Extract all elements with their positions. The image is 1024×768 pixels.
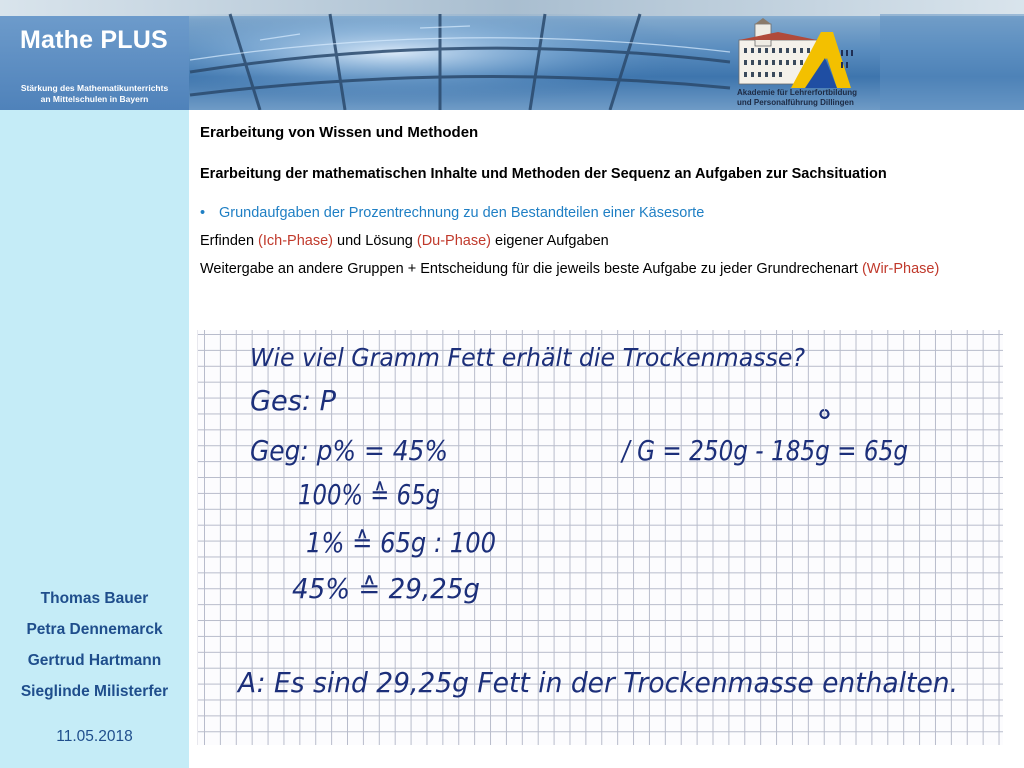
sidebar bbox=[0, 110, 189, 768]
worksheet-step-2: 1% ≙ 65g : 100 bbox=[306, 526, 496, 559]
worksheet-step-3: 45% ≙ 29,25g bbox=[292, 572, 480, 605]
author-list bbox=[0, 588, 189, 712]
slide-heading: Erarbeitung von Wissen und Methoden bbox=[200, 124, 479, 141]
slide-subheading: Erarbeitung der mathematischen Inhalte und Methoden der Sequenz an Aufgaben zur Sachsituation bbox=[200, 166, 887, 182]
phase-line-text: und Lösung bbox=[333, 233, 417, 249]
brand-subtitle-line1: Stärkung des Mathematikunterrichts bbox=[20, 83, 169, 93]
phase-line-text: Erfinden bbox=[200, 233, 259, 249]
worksheet-g-calc: / G = 250g - 185g = 65g bbox=[619, 434, 908, 467]
header-banner bbox=[0, 0, 1024, 110]
bullet-item-text: Grundaufgaben der Prozentrechnung zu den Bestandteilen einer Käsesorte bbox=[219, 205, 705, 221]
logo-caption-line1: Akademie für Lehrerfortbildung bbox=[737, 88, 858, 97]
phase-line-text: eigener Aufgaben bbox=[491, 233, 609, 249]
phase-line-2 bbox=[200, 261, 939, 277]
presentation-date: 11.05.2018 bbox=[56, 728, 133, 745]
phase-line-text: Weitergabe an andere Gruppen + Entscheidung für die jeweils beste Aufgabe zu jeder Grundrechenart bbox=[200, 261, 862, 277]
ich-phase-label: (Ich-Phase) bbox=[258, 233, 333, 249]
author-name: Petra Dennemarck bbox=[26, 621, 163, 638]
brand-title: Mathe PLUS bbox=[20, 26, 168, 54]
author-name: Gertrud Hartmann bbox=[27, 652, 162, 669]
author-name: Thomas Bauer bbox=[40, 590, 149, 607]
phase-line-1 bbox=[200, 233, 609, 249]
bullet-symbol: • bbox=[200, 205, 206, 221]
academy-logo-caption bbox=[737, 88, 877, 107]
worksheet-ges: Ges: P bbox=[250, 384, 337, 417]
handwritten-worksheet bbox=[197, 330, 1003, 745]
ink-dot bbox=[821, 410, 829, 418]
author-name: Sieglinde Milisterfer bbox=[20, 683, 169, 700]
wir-phase-label: (Wir-Phase) bbox=[861, 261, 940, 277]
worksheet-question: Wie viel Gramm Fett erhält die Trockenmasse? bbox=[250, 343, 805, 372]
brand-subtitle-line2: an Mittelschulen in Bayern bbox=[40, 94, 149, 104]
worksheet-step-1: 100% ≙ 65g bbox=[298, 478, 440, 511]
brand-subtitle bbox=[0, 83, 189, 105]
worksheet-ink bbox=[198, 330, 1004, 745]
du-phase-label: (Du-Phase) bbox=[416, 233, 491, 249]
worksheet-answer: A: Es sind 29,25g Fett in der Trockenmasse enthalten. bbox=[236, 666, 958, 699]
bullet-item bbox=[200, 205, 704, 221]
worksheet-geg: Geg: p% = 45% bbox=[250, 434, 448, 467]
logo-caption-line2: und Personalführung Dillingen bbox=[737, 97, 854, 107]
